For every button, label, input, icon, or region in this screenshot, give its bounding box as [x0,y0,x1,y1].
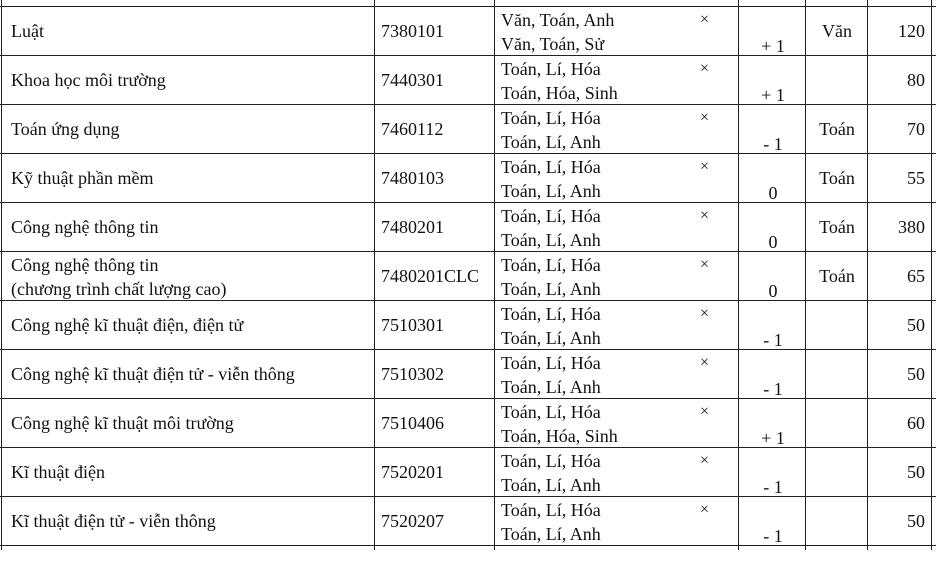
subject-combination: Toán, Hóa, Sinh [501,83,618,103]
subject-combination: Toán, Lí, Anh [501,279,601,299]
subject-combinations [501,155,601,203]
quota-value: 50 [907,511,925,531]
cross-mark: × [700,207,710,224]
subject-combination: Toán, Lí, Hóa [501,108,601,128]
program-name [11,215,159,239]
subject-combinations [501,400,618,448]
program-code: 7440301 [381,70,444,90]
subject-combination: Toán, Lí, Anh [501,132,601,152]
program-name [11,460,105,484]
program-name [11,313,243,337]
cross-mark: × [700,256,710,273]
program-code: 7480103 [381,168,444,188]
quota-value: 70 [907,119,925,139]
main-subject: Toán [819,168,855,188]
subject-combinations [501,106,601,154]
table-row [0,203,936,252]
program-name-line: Công nghệ thông tin [11,217,159,237]
subject-combination: Toán, Lí, Hóa [501,206,601,226]
program-name-line: Kỹ thuật phần mềm [11,168,154,188]
subject-combination: Toán, Lí, Hóa [501,255,601,275]
program-code: 7380101 [381,21,444,41]
cross-mark: × [700,60,710,77]
program-name-line: Khoa học môi trường [11,70,166,90]
subject-combinations [501,302,601,350]
subject-combinations [501,204,601,252]
program-code: 7460112 [381,119,444,139]
table-row [0,399,936,448]
quota-value: 80 [907,70,925,90]
table-row [0,7,936,56]
program-name [11,253,226,301]
quota-value: 50 [907,462,925,482]
score-adjustment: - 1 [763,330,783,350]
subject-combinations [501,8,614,56]
program-name-line: Công nghệ thông tin [11,255,159,275]
subject-combination: Toán, Lí, Anh [501,475,601,495]
program-code: 7510406 [381,413,444,433]
program-code: 7510302 [381,364,444,384]
subject-combinations [501,498,601,546]
cross-mark: × [700,452,710,469]
score-adjustment: 0 [768,281,778,301]
program-name-line: Luật [11,21,44,41]
subject-combination: Toán, Lí, Hóa [501,500,601,520]
subject-combination: Toán, Lí, Hóa [501,157,601,177]
program-name-line: Công nghệ kĩ thuật điện, điện tử [11,315,244,335]
subject-combinations [501,57,618,105]
subject-combination: Văn, Toán, Sử [501,34,605,54]
table-row [0,350,936,399]
program-code: 7510301 [381,315,444,335]
subject-combination: Toán, Lí, Hóa [501,304,601,324]
cross-mark: × [700,109,710,126]
cross-mark: × [700,501,710,518]
program-name-line: Kĩ thuật điện tử - viễn thông [11,511,216,531]
quota-value: 120 [898,21,925,41]
program-code: 7520201 [381,462,444,482]
quota-value: 65 [907,266,925,286]
subject-combination: Toán, Lí, Anh [501,328,601,348]
program-name-line: Công nghệ kĩ thuật điện tử - viễn thông [11,364,295,384]
program-code: 7480201 [381,217,444,237]
subject-combination: Toán, Lí, Hóa [501,402,601,422]
quota-value: 60 [907,413,925,433]
main-subject: Văn [822,21,852,41]
table-row [0,105,936,154]
program-name [11,68,166,92]
table-row [0,301,936,350]
quota-value: 50 [907,364,925,384]
program-name [11,509,216,533]
program-code: 7480201CLC [381,266,480,286]
cross-mark: × [700,11,710,28]
cropped-previous-row-fragment [497,0,737,2]
subject-combinations [501,351,601,399]
table-row [0,154,936,203]
cross-mark: × [700,403,710,420]
program-name [11,411,234,435]
cross-mark: × [700,354,710,371]
table-row [0,448,936,497]
subject-combination: Toán, Hóa, Sinh [501,426,618,446]
quota-value: 380 [898,217,925,237]
cross-mark: × [700,305,710,322]
program-name [11,117,119,141]
program-name [11,166,153,190]
cross-mark: × [700,158,710,175]
subject-combination: Toán, Lí, Anh [501,524,601,544]
score-adjustment: - 1 [763,526,783,546]
table-row [0,252,936,301]
main-subject: Toán [819,266,855,286]
program-name [11,19,44,43]
score-adjustment: + 1 [761,85,785,105]
quota-value: 50 [907,315,925,335]
main-subject: Toán [819,119,855,139]
subject-combinations [501,253,601,301]
program-name-line: Kĩ thuật điện [11,462,105,482]
program-code: 7520207 [381,511,444,531]
subject-combination: Toán, Lí, Anh [501,230,601,250]
subject-combination: Toán, Lí, Hóa [501,353,601,373]
program-name [11,362,295,386]
subject-combination: Toán, Lí, Anh [501,377,601,397]
score-adjustment: - 1 [763,477,783,497]
main-subject: Toán [819,217,855,237]
score-adjustment: - 1 [763,379,783,399]
score-adjustment: + 1 [761,36,785,56]
program-name-line: (chương trình chất lượng cao) [11,279,227,299]
table-row [0,497,936,546]
quota-value: 55 [907,168,925,188]
table-row [0,56,936,105]
score-adjustment: 0 [768,232,778,252]
score-adjustment: 0 [768,183,778,203]
subject-combination: Văn, Toán, Anh [501,10,615,30]
program-name-line: Toán ứng dụng [11,119,120,139]
program-name-line: Công nghệ kĩ thuật môi trường [11,413,234,433]
subject-combination: Toán, Lí, Hóa [501,59,601,79]
subject-combinations [501,449,601,497]
subject-combination: Toán, Lí, Hóa [501,451,601,471]
score-adjustment: - 1 [763,134,783,154]
score-adjustment: + 1 [761,428,785,448]
subject-combination: Toán, Lí, Anh [501,181,601,201]
